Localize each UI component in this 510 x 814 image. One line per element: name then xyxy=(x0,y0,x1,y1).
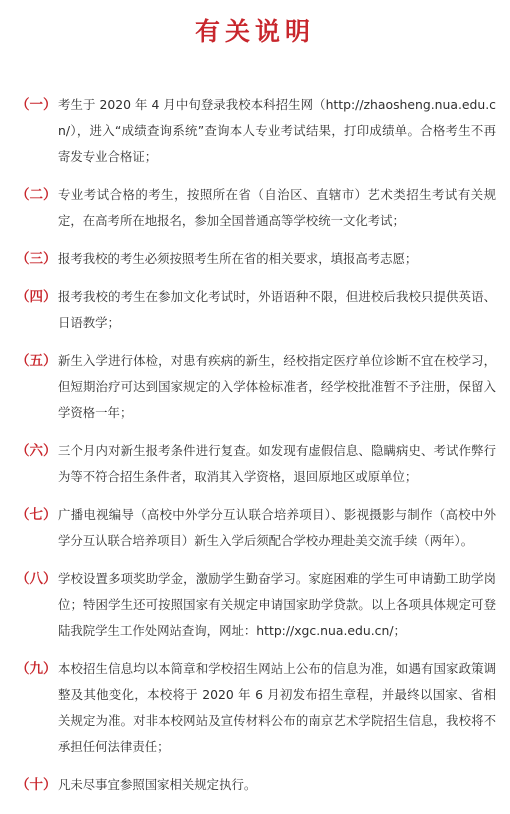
page-title: 有关说明 xyxy=(194,17,315,46)
list-item xyxy=(16,566,496,644)
item-number: （一） xyxy=(16,97,57,113)
list-item xyxy=(16,502,496,554)
item-number: （七） xyxy=(16,507,57,523)
item-number: （十） xyxy=(16,777,57,793)
item-number: （六） xyxy=(16,443,57,459)
list-item xyxy=(16,92,496,170)
list-item xyxy=(16,656,496,760)
item-number: （四） xyxy=(16,289,57,305)
item-text: 专业考试合格的考生，按照所在省（自治区、直辖市）艺术类招生考试有关规定，在高考所在地报名，参加全国普通高等学校统一文化考试； xyxy=(58,187,496,228)
item-text: 三个月内对新生报考条件进行复查。如发现有虚假信息、隐瞒病史、考试作弊行为等不符合招生条件者，取消其入学资格，退回原地区或原单位； xyxy=(58,443,496,484)
item-number: （二） xyxy=(16,187,57,203)
item-text: 凡未尽事宜参照国家相关规定执行。 xyxy=(58,777,257,792)
list-item xyxy=(16,284,496,336)
item-text: 本校招生信息均以本简章和学校招生网站上公布的信息为准，如遇有国家政策调整及其他变化，本校将于 2020 年 6 月初发布招生章程，并最终以国家、省相关规定为准。对非本校网站及宣传材料公布的南京艺术学院招生信息，我校将不承担任何法律责任； xyxy=(58,661,496,754)
item-number: （九） xyxy=(16,661,57,677)
item-text: 考生于 2020 年 4 月中旬登录我校本科招生网（http://zhaosheng.nua.edu.cn/），进入“成绩查询系统”查询本人专业考试结果，打印成绩单。合格考生不再寄发专业合格证； xyxy=(58,97,496,164)
item-number: （八） xyxy=(16,571,57,587)
list-item xyxy=(16,182,496,234)
item-number: （五） xyxy=(16,353,57,369)
item-text: 广播电视编导（高校中外学分互认联合培养项目）、影视摄影与制作（高校中外学分互认联合培养项目）新生入学后须配合学校办理赴美交流手续（两年）。 xyxy=(58,507,496,548)
notes-list xyxy=(16,92,496,810)
list-item xyxy=(16,246,496,272)
item-text: 新生入学进行体检，对患有疾病的新生，经校指定医疗单位诊断不宜在校学习，但短期治疗可达到国家规定的入学体检标准者，经学校批准暂不予注册，保留入学资格一年； xyxy=(58,353,496,420)
item-text: 学校设置多项奖助学金，激励学生勤奋学习。家庭困难的学生可申请勤工助学岗位；特困学生还可按照国家有关规定申请国家助学贷款。以上各项具体规定可登陆我院学生工作处网站查询，网址：http://xgc.nua.edu.cn/； xyxy=(58,571,496,638)
item-number: （三） xyxy=(16,251,57,267)
item-text: 报考我校的考生在参加文化考试时，外语语种不限，但进校后我校只提供英语、日语教学； xyxy=(58,289,496,330)
list-item xyxy=(16,348,496,426)
item-text: 报考我校的考生必须按照考生所在省的相关要求，填报高考志愿； xyxy=(58,251,418,266)
list-item xyxy=(16,772,496,798)
list-item xyxy=(16,438,496,490)
